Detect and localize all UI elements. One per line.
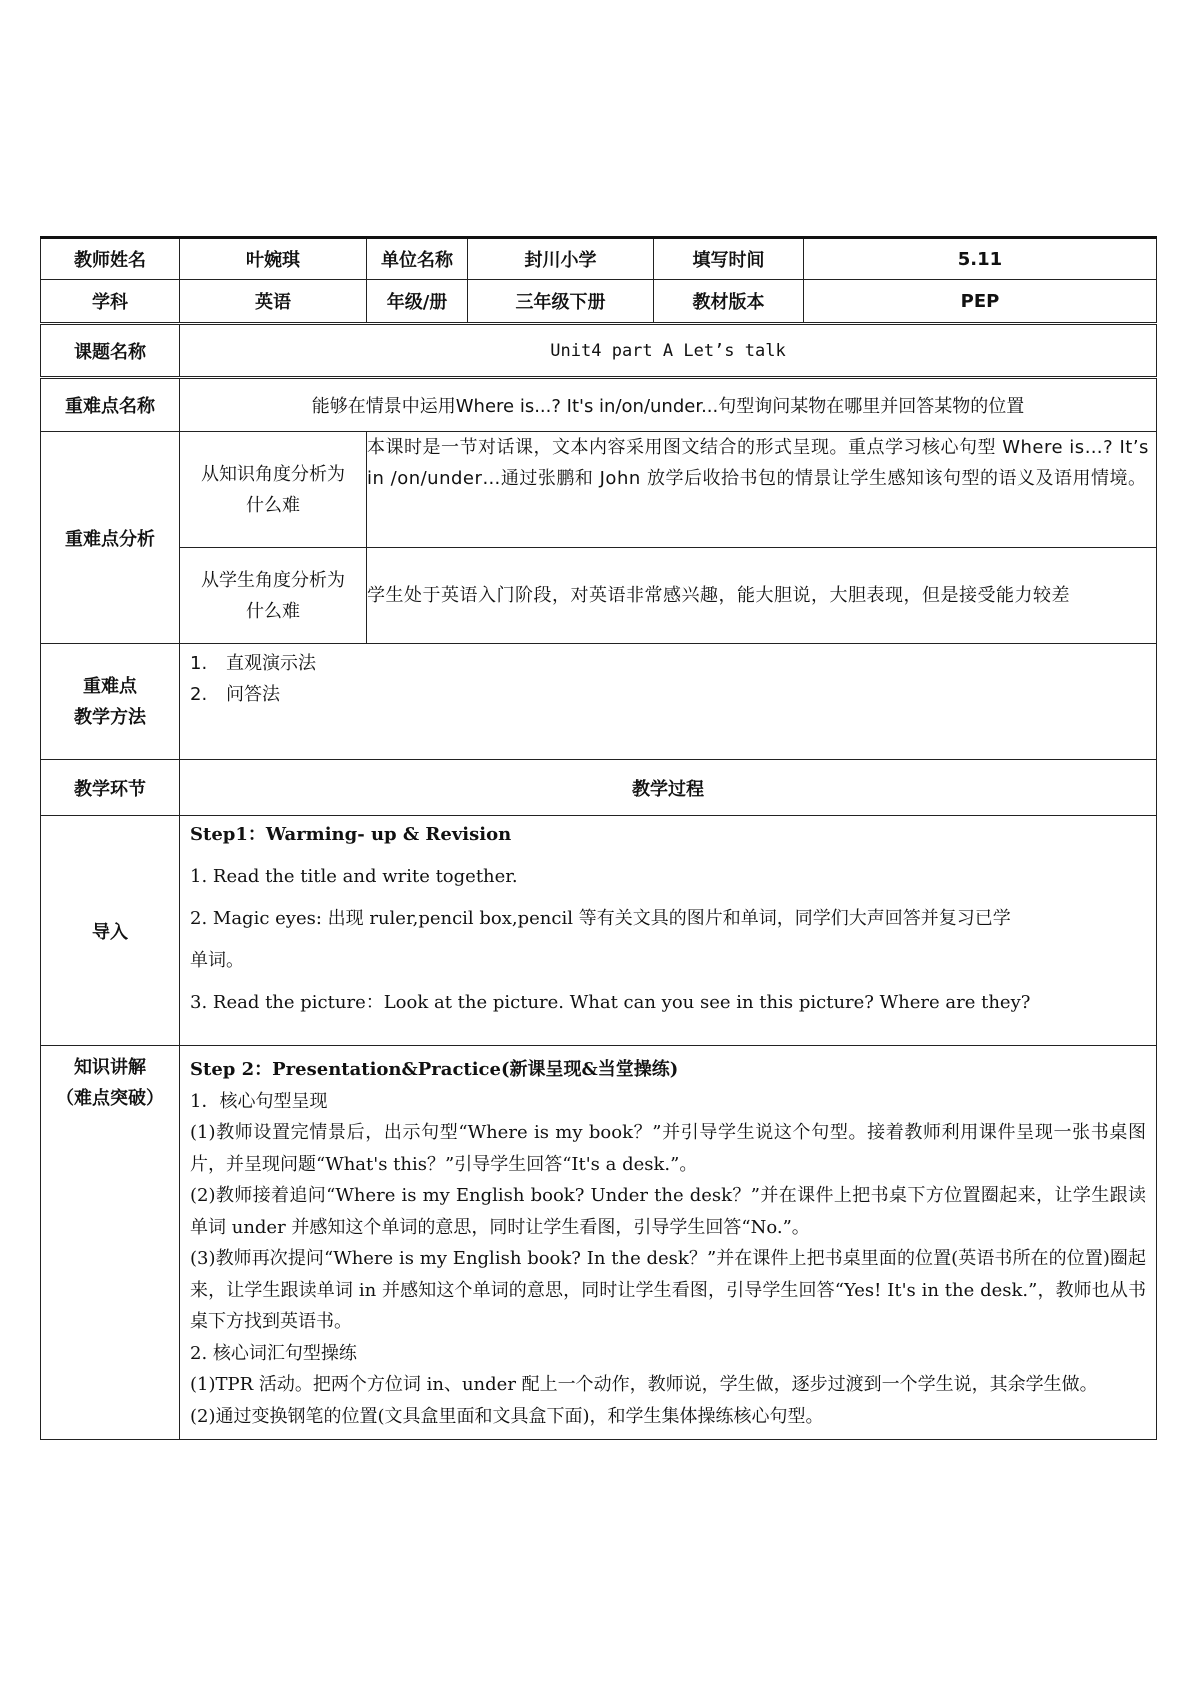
knowledge-line: (2)通过变换钢笔的位置(文具盒里面和文具盒下面)，和学生集体操练核心句型。: [190, 1405, 824, 1427]
knowledge-content: [180, 1046, 1157, 1440]
intro-line: 2. Magic eyes: 出现 ruler,pencil box,pencil 等有关文具的图片和单词，同学们大声回答并复习已学: [190, 908, 1011, 929]
analysis-label: 重难点分析: [41, 432, 180, 644]
teacher-value: 叶婉琪: [180, 238, 367, 280]
knowledge-angle-label: 从知识角度分析为什么难: [180, 432, 367, 548]
key-point-row: [41, 378, 1157, 432]
unit-value: 封川小学: [468, 238, 654, 280]
key-point-value: 能够在情景中运用Where is...? It's in/on/under...句型询问某物在哪里并回答某物的位置: [180, 378, 1157, 432]
info-row-1: [41, 238, 1157, 280]
analysis-row-knowledge: [41, 432, 1157, 548]
process-label: 教学过程: [180, 760, 1157, 816]
method-number: 2.: [190, 684, 208, 705]
subject-label: 学科: [41, 280, 180, 324]
intro-label: 导入: [41, 816, 180, 1046]
teacher-label: 教师姓名: [41, 238, 180, 280]
intro-line: 3. Read the picture：Look at the picture. What can you see in this picture? Where are they?: [190, 992, 1031, 1013]
methods-content: [180, 644, 1157, 760]
lesson-plan-table: [40, 236, 1157, 1440]
grade-label: 年级/册: [367, 280, 468, 324]
knowledge-step-title: Step 2：Presentation&Practice(新课呈现&当堂操练): [190, 1059, 679, 1080]
intro-step-title: Step1：Warming- up & Revision: [190, 824, 512, 845]
method-item: [190, 679, 1146, 710]
methods-label-line1: 重难点: [83, 675, 137, 697]
date-label: 填写时间: [654, 238, 804, 280]
info-row-2: [41, 280, 1157, 324]
intro-content: [180, 816, 1157, 1046]
process-header-row: [41, 760, 1157, 816]
knowledge-angle-text: 本课时是一节对话课，文本内容采用图文结合的形式呈现。重点学习核心句型 Where is…? It’s in /on/under…通过张鹏和 John 放学后收拾书包的情景让学生感知该句型的语义及语用情境。: [367, 432, 1157, 548]
method-text: 直观演示法: [226, 653, 316, 674]
topic-label: 课题名称: [41, 324, 180, 378]
knowledge-line: (3)教师再次提问“Where is my English book? In the desk？”并在课件上把书桌里面的位置(英语书所在的位置)圈起来，让学生跟读单词 in 并感知这个单词的意思，同时让学生看图，引导学生回答“Yes! It's in the desk.”，教师也从书桌下方找到英语书。: [190, 1248, 1146, 1332]
intro-line: 1. Read the title and write together.: [190, 866, 518, 887]
knowledge-label: [41, 1046, 180, 1440]
intro-row: [41, 816, 1157, 1046]
knowledge-line: 1．核心句型呈现: [190, 1090, 328, 1112]
methods-row: [41, 644, 1157, 760]
methods-list: [180, 644, 1156, 710]
knowledge-line: (1)TPR 活动。把两个方位词 in、under 配上一个动作，教师说，学生做，逐步过渡到一个学生说，其余学生做。: [190, 1374, 1098, 1395]
method-text: 问答法: [226, 684, 280, 705]
student-angle-label: 从学生角度分析为什么难: [180, 548, 367, 644]
knowledge-row: [41, 1046, 1157, 1440]
methods-label: [41, 644, 180, 760]
topic-value: Unit4 part A Let’s talk: [180, 324, 1157, 378]
knowledge-label-line1: 知识讲解: [74, 1057, 146, 1078]
method-number: 1.: [190, 653, 208, 674]
intro-line: 单词。: [190, 950, 244, 971]
textbook-label: 教材版本: [654, 280, 804, 324]
grade-value: 三年级下册: [468, 280, 654, 324]
student-angle-text: 学生处于英语入门阶段，对英语非常感兴趣，能大胆说，大胆表现，但是接受能力较差: [367, 548, 1157, 644]
method-item: [190, 648, 1146, 679]
knowledge-line: 2. 核心词汇句型操练: [190, 1342, 357, 1364]
key-point-label: 重难点名称: [41, 378, 180, 432]
knowledge-label-line2: （难点突破）: [56, 1088, 164, 1109]
analysis-row-student: [41, 548, 1157, 644]
knowledge-line: (1)教师设置完情景后，出示句型“Where is my book？”并引导学生说这个句型。接着教师利用课件呈现一张书桌图片，并呈现问题“What's this？”引导学生回答“It's a desk.”。: [190, 1122, 1146, 1175]
knowledge-line: (2)教师接着追问“Where is my English book? Under the desk？”并在课件上把书桌下方位置圈起来，让学生跟读单词 under 并感知这个单词的意思，同时让学生看图，引导学生回答“No.”。: [190, 1185, 1146, 1238]
textbook-value: PEP: [804, 280, 1157, 324]
stage-label: 教学环节: [41, 760, 180, 816]
date-value: 5.11: [804, 238, 1157, 280]
unit-label: 单位名称: [367, 238, 468, 280]
subject-value: 英语: [180, 280, 367, 324]
methods-label-line2: 教学方法: [74, 706, 146, 728]
topic-row: [41, 324, 1157, 378]
